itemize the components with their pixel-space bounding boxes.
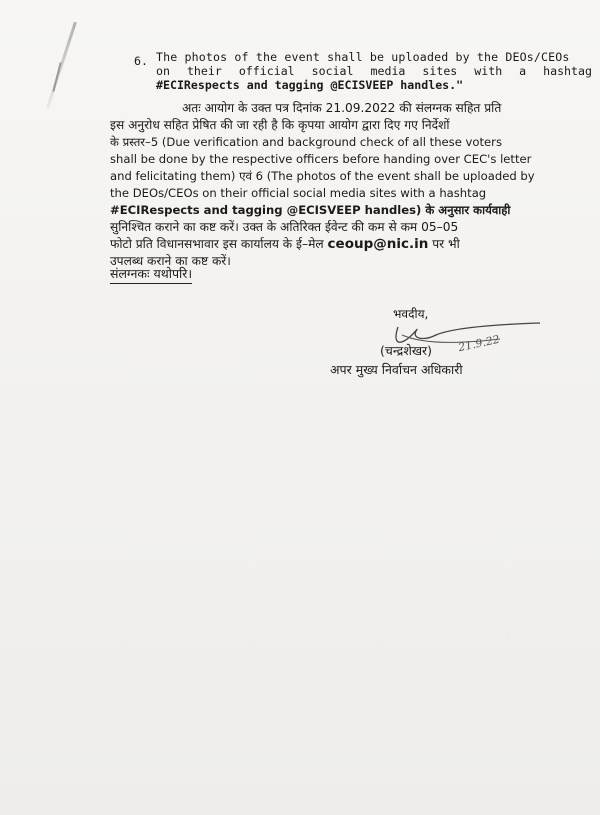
body-line-10: उपलब्ध कराने का कष्ट करें। (110, 254, 231, 268)
point-6-number: 6. (134, 54, 148, 68)
signatory-designation: अपर मुख्य निर्वाचन अधिकारी (330, 362, 463, 377)
body-line-6: the DEOs/CEOs on their official social media sites with a hashtag (110, 186, 487, 200)
signatory-name: (चन्द्रशेखर) (380, 343, 433, 358)
body-line-9-text: फोटो प्रति विधानसभावार इस कार्यालय के ई–मेल (110, 237, 324, 251)
body-line-4: shall be done by the respective officers before handing over CEC's letter (110, 152, 532, 166)
yours-faithfully: भवदीय, (393, 307, 429, 321)
body-line-5: and felicitating them) एवं 6 (The photos of the event shall be uploaded by (110, 169, 535, 183)
handwritten-date: 21.9.22 (457, 332, 501, 355)
body-line-8: सुनिश्चित कराने का कष्ट करें। उक्त के अतिरिक्त ईवेन्ट की कम से कम 05–05 (110, 220, 459, 234)
paper-fold-mark-small (52, 62, 61, 92)
body-line-2: इस अनुरोध सहित प्रेषित की जा रही है कि कृपया आयोग द्वारा दिए गए निर्देशों (110, 118, 450, 132)
body-line-3: के प्रस्तर–5 (Due verification and background check of all these voters (110, 135, 502, 149)
body-line-9-tail: पर भी (432, 237, 460, 251)
point-6-line-1: The photos of the event shall be uploaded by the DEOs/CEOs (156, 50, 570, 64)
point-6-paragraph (134, 50, 592, 92)
point-6-line-3: #ECIRespects and tagging @ECISVEEP handles." (156, 78, 464, 92)
paper-fold-mark (46, 22, 77, 109)
body-paragraph (110, 100, 588, 270)
email-address: ceoup@nic.in (327, 236, 429, 252)
body-line-1: अतः आयोग के उक्त पत्र दिनांक 21.09.2022 की संलग्नक सहित प्रति (182, 101, 502, 115)
enclosure-note: संलग्नकः यथोपरि। (110, 265, 192, 284)
point-6-line-2: on their official social media sites with a hashtag (156, 64, 592, 78)
body-line-9 (110, 236, 588, 253)
body-line-7: #ECIRespects and tagging @ECISVEEP handles) के अनुसार कार्यवाही (110, 203, 511, 217)
